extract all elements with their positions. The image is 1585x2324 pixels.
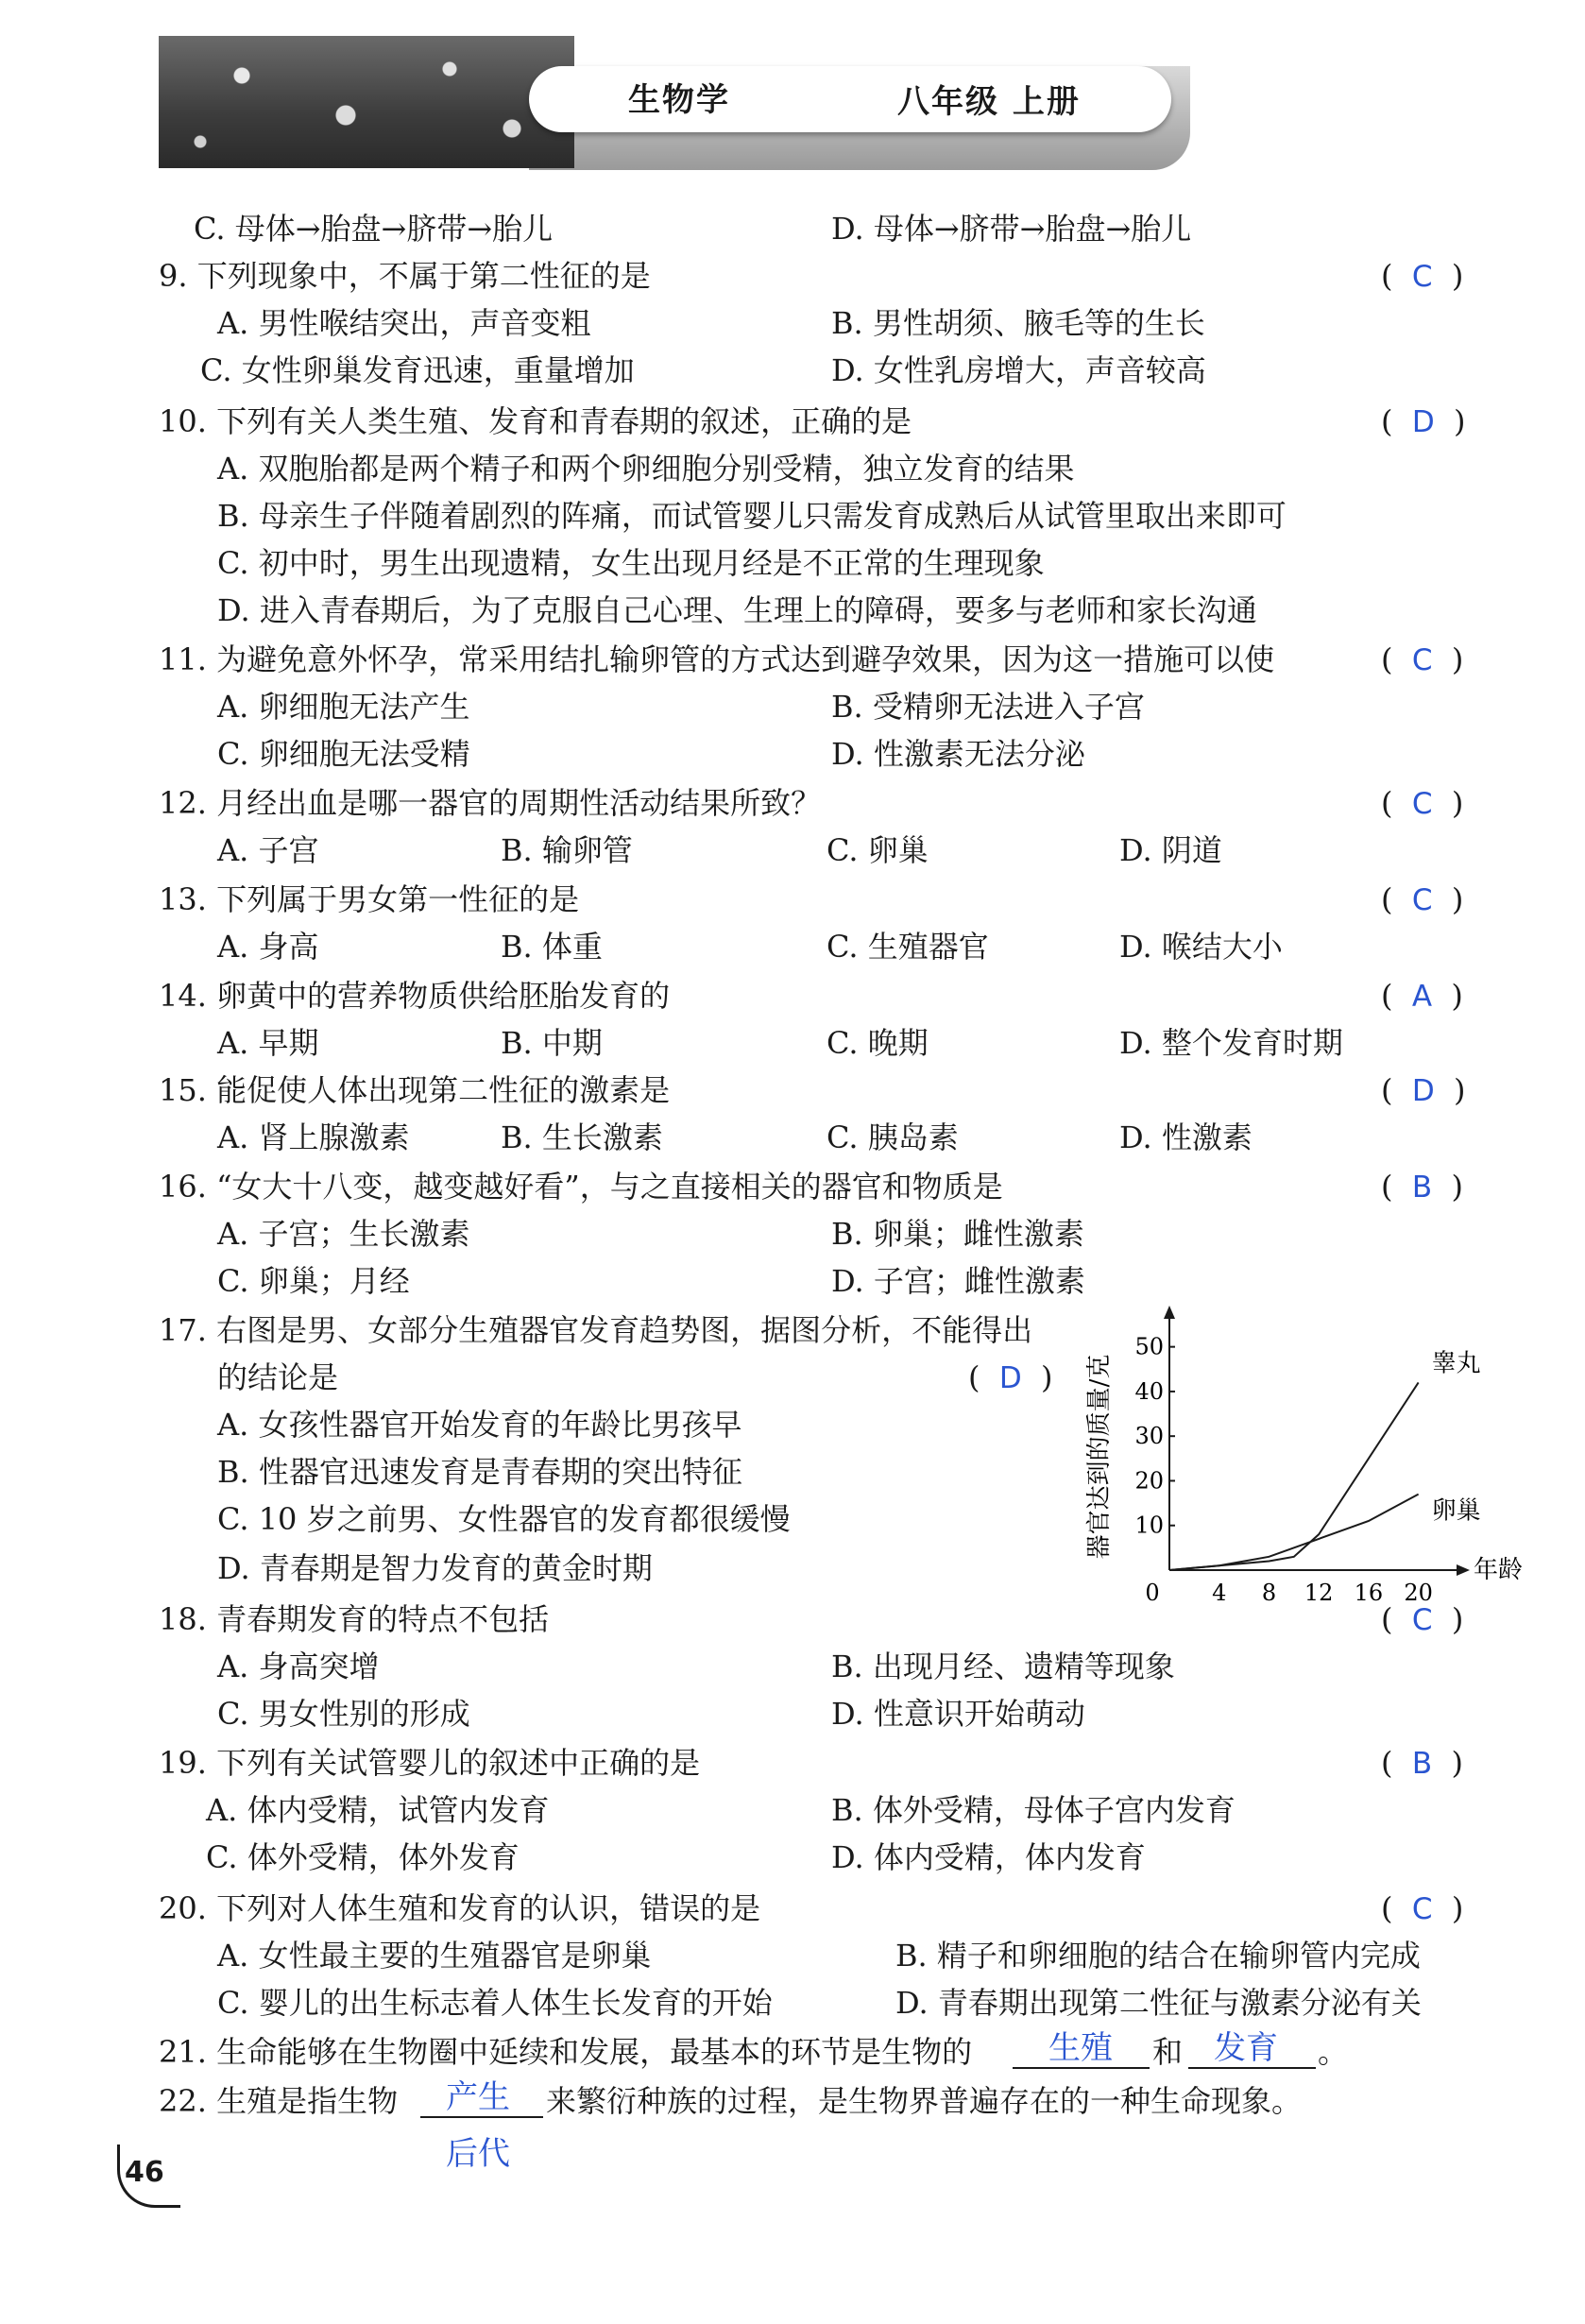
text-line: C. 婴儿的出生标志着人体生长发育的开始	[217, 1985, 773, 2021]
text-line: C. 10 岁之前男、女性器官的发育都很缓慢	[217, 1501, 791, 1537]
y-tick-label: 20	[1134, 1467, 1164, 1495]
answer-bracket: ( C )	[1381, 1890, 1464, 1926]
y-axis-label: 器官达到的质量/克	[1085, 1354, 1114, 1560]
text-line: C. 生殖器官	[827, 929, 989, 965]
text-line: A. 卵细胞无法产生	[217, 689, 470, 725]
answer-bracket: ( B )	[1381, 1745, 1463, 1781]
header-grade: 八年级 上册	[897, 83, 1081, 121]
answer-letter: B	[1411, 1171, 1433, 1205]
x-tick-label: 4	[1212, 1580, 1227, 1606]
text-line: 和	[1152, 2034, 1184, 2070]
text-line: D. 青春期出现第二性征与激素分泌有关	[895, 1985, 1422, 2021]
answer-bracket: ( C )	[1381, 785, 1464, 821]
text-line: 22. 生殖是指生物	[159, 2083, 399, 2119]
text-line: B. 精子和卵细胞的结合在输卵管内完成	[895, 1938, 1421, 1974]
answer-bracket: ( C )	[1381, 641, 1464, 677]
text-line: C. 胰岛素	[827, 1119, 959, 1155]
text-line: B. 母亲生子伴随着剧烈的阵痛，而试管婴儿只需发育成熟后从试管里取出来即可	[217, 498, 1287, 534]
answer-bracket: ( C )	[1381, 258, 1464, 294]
y-tick-label: 40	[1134, 1377, 1164, 1405]
header-flower-photo	[159, 36, 574, 168]
answer-bracket: ( D )	[1381, 1072, 1466, 1108]
text-line: C. 晚期	[827, 1025, 929, 1061]
answer-letter: C	[1411, 1892, 1433, 1926]
text-line: A. 双胞胎都是两个精子和两个卵细胞分别受精，独立发育的结果	[217, 451, 1075, 487]
text-line: A. 子宫；生长激素	[217, 1216, 470, 1252]
text-line: 17. 右图是男、女部分生殖器官发育趋势图，据图分析，不能得出	[159, 1312, 1033, 1348]
organ-development-chart	[1085, 1304, 1524, 1606]
text-line: 。	[1318, 2034, 1349, 2070]
text-line: C. 初中时，男生出现遗精，女生出现月经是不正常的生理现象	[217, 545, 1045, 581]
y-axis-arrow	[1164, 1306, 1175, 1319]
x-tick-label: 8	[1261, 1580, 1277, 1606]
y-tick-label: 10	[1134, 1512, 1164, 1539]
text-line: C. 卵巢；月经	[217, 1263, 410, 1299]
text-line: B. 男性胡须、腋毛等的生长	[831, 305, 1205, 341]
text-line: 12. 月经出血是哪一器官的周期性活动结果所致？	[159, 785, 822, 821]
answer-bracket: ( C )	[1381, 1601, 1464, 1637]
text-line: B. 受精卵无法进入子宫	[831, 689, 1145, 725]
text-line: D. 整个发育时期	[1119, 1025, 1343, 1061]
series-line-ovary	[1169, 1495, 1419, 1570]
answer-letter: B	[1411, 1747, 1433, 1781]
text-line: D. 青春期是智力发育的黄金时期	[217, 1550, 653, 1586]
text-line: D. 体内受精，体内发育	[831, 1839, 1146, 1875]
text-line: C. 男女性别的形成	[217, 1696, 470, 1732]
text-line: 11. 为避免意外怀孕，常采用结扎输卵管的方式达到避孕效果，因为这一措施可以使	[159, 641, 1275, 677]
text-line: B. 体外受精，母体子宫内发育	[831, 1792, 1236, 1828]
text-line: 的结论是	[217, 1359, 339, 1395]
q17-answer: ( D )	[968, 1359, 1053, 1395]
header-subject: 生物学	[628, 81, 730, 119]
y-tick-label: 30	[1134, 1423, 1164, 1450]
text-line: D. 女性乳房增大，声音较高	[831, 352, 1206, 388]
series-label: 卵巢	[1431, 1496, 1481, 1526]
answer-bracket: ( A )	[1381, 978, 1463, 1014]
q17-answer-letter: D	[998, 1361, 1022, 1395]
text-line: D. 喉结大小	[1119, 929, 1283, 965]
answer-letter: C	[1411, 1603, 1433, 1637]
answer-bracket: ( C )	[1381, 881, 1464, 917]
text-line: C. 母体→胎盘→脐带→胎儿	[194, 211, 554, 247]
text-line: A. 女孩性器官开始发育的年龄比男孩早	[217, 1407, 742, 1443]
answer-letter: C	[1411, 260, 1433, 294]
q22-fill-1: 产生	[446, 2078, 510, 2116]
text-line: D. 进入青春期后，为了克服自己心理、生理上的障碍，要多与老师和家长沟通	[217, 592, 1257, 628]
text-line: B. 体重	[501, 929, 603, 965]
text-line: A. 体内受精，试管内发育	[206, 1792, 550, 1828]
x-tick-label: 16	[1354, 1580, 1384, 1606]
x-axis-label: 年龄	[1474, 1556, 1524, 1584]
answer-letter: A	[1411, 980, 1433, 1014]
text-line: B. 卵巢；雌性激素	[831, 1216, 1084, 1252]
answer-letter: D	[1411, 1074, 1435, 1108]
text-line: D. 子宫；雌性激素	[831, 1263, 1085, 1299]
text-line: B. 性器官迅速发育是青春期的突出特征	[217, 1454, 742, 1490]
text-line: 15. 能促使人体出现第二性征的激素是	[159, 1072, 671, 1108]
text-line: D. 性激素	[1119, 1119, 1253, 1155]
text-line: A. 子宫	[217, 832, 319, 868]
answer-letter: C	[1411, 883, 1433, 917]
series-line-testis	[1169, 1382, 1419, 1570]
text-line: D. 性意识开始萌动	[831, 1696, 1085, 1732]
answer-bracket: ( D )	[1381, 403, 1466, 439]
text-line: 21. 生命能够在生物圈中延续和发展，最基本的环节是生物的	[159, 2034, 973, 2070]
text-line: 13. 下列属于男女第一性征的是	[159, 881, 580, 917]
q21-fill-2: 发育	[1214, 2029, 1278, 2067]
page-number: 46	[125, 2156, 164, 2189]
text-line: A. 早期	[217, 1025, 319, 1061]
text-line: C. 体外受精，体外发育	[206, 1839, 520, 1875]
text-line: 来繁衍种族的过程，是生物界普遍存在的一种生命现象。	[546, 2083, 1303, 2119]
text-line: 14. 卵黄中的营养物质供给胚胎发育的	[159, 978, 671, 1014]
text-line: C. 卵细胞无法受精	[217, 736, 470, 772]
q22-fill-2: 后代	[446, 2135, 510, 2173]
text-line: 16. “女大十八变，越变越好看”，与之直接相关的器官和物质是	[159, 1169, 1003, 1205]
text-line: 10. 下列有关人类生殖、发育和青春期的叙述，正确的是	[159, 403, 912, 439]
text-line: B. 生长激素	[501, 1119, 663, 1155]
text-line: 9. 下列现象中，不属于第二性征的是	[159, 258, 651, 294]
text-line: A. 肾上腺激素	[217, 1119, 410, 1155]
text-line: 19. 下列有关试管婴儿的叙述中正确的是	[159, 1745, 701, 1781]
answer-letter: C	[1411, 643, 1433, 677]
text-line: A. 身高突增	[217, 1649, 380, 1684]
x-tick-label: 20	[1404, 1580, 1433, 1606]
text-line: B. 出现月经、遗精等现象	[831, 1649, 1175, 1684]
text-line: A. 男性喉结突出，声音变粗	[217, 305, 591, 341]
text-line: 20. 下列对人体生殖和发育的认识，错误的是	[159, 1890, 761, 1926]
text-line: C. 卵巢	[827, 832, 929, 868]
text-line: D. 阴道	[1119, 832, 1222, 868]
x-axis-arrow	[1457, 1564, 1470, 1576]
text-line: C. 女性卵巢发育迅速，重量增加	[200, 352, 635, 388]
text-line: D. 性激素无法分泌	[831, 736, 1085, 772]
answer-letter: D	[1411, 405, 1435, 439]
text-line: A. 女性最主要的生殖器官是卵巢	[217, 1938, 652, 1974]
text-line: D. 母体→脐带→胎盘→胎儿	[831, 211, 1192, 247]
series-label: 睾丸	[1431, 1349, 1481, 1378]
answer-letter: C	[1411, 787, 1433, 821]
x-tick-label: 0	[1145, 1580, 1160, 1606]
text-line: A. 身高	[217, 929, 319, 965]
q21-fill-1: 生殖	[1048, 2029, 1113, 2067]
text-line: 18. 青春期发育的特点不包括	[159, 1601, 550, 1637]
text-line: B. 输卵管	[501, 832, 633, 868]
y-tick-label: 50	[1134, 1333, 1164, 1360]
answer-bracket: ( B )	[1381, 1169, 1463, 1205]
text-line: B. 中期	[501, 1025, 603, 1061]
x-tick-label: 12	[1304, 1580, 1334, 1606]
